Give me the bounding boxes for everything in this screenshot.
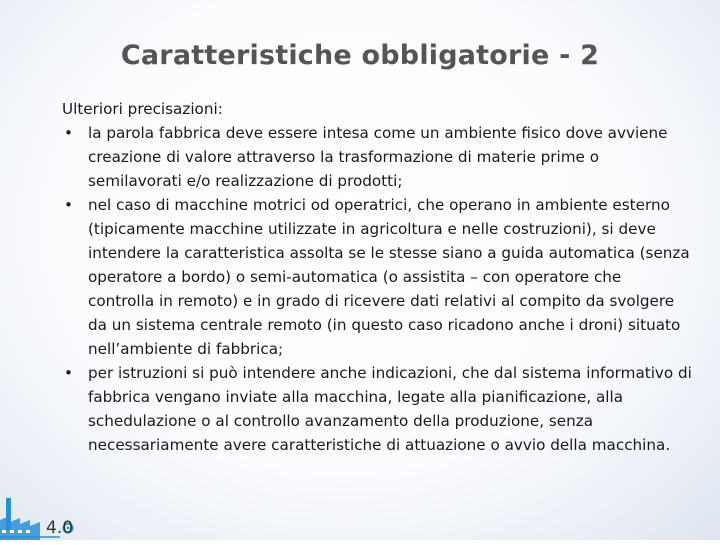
bullet-icon: • — [64, 124, 73, 142]
intro-text: Ulteriori precisazioni: — [62, 100, 223, 118]
list-item — [62, 193, 692, 361]
logo-text: 4.0 — [46, 518, 74, 538]
bullet-text: la parola fabbrica deve essere intesa come un ambiente fisico dove avviene creazione di valore attraverso la trasformazione di materie prime o semilavorati e/o realizzazione di prodotti; — [88, 124, 668, 190]
slide-title: Caratteristiche obbligatorie - 2 — [120, 40, 600, 71]
bullet-icon: • — [64, 364, 73, 382]
bullet-list — [62, 121, 692, 457]
bullet-icon: • — [64, 196, 73, 214]
factory-icon — [0, 490, 80, 540]
list-item — [62, 121, 692, 193]
slide-body — [62, 97, 692, 457]
bullet-text: nel caso di macchine motrici od operatrici, che operano in ambiente esterno (tipicamente macchine utilizzate in agricoltura e nelle costruzioni), si deve intendere la caratteristica assolta se le stesse siano a guida automatica (senza operatore a bordo) o semi-automatica (o assistita – con operatore che controlla in remoto) e in grado di ricevere dati relativi al compito da svolgere da un sistema centrale remoto (in questo caso ricadono anche i droni) situato nell’ambiente di fabbrica; — [88, 196, 690, 358]
list-item — [62, 361, 692, 457]
industry-logo — [0, 490, 80, 540]
bullet-text: per istruzioni si può intendere anche indicazioni, che dal sistema informativo di fabbrica vengano inviate alla macchina, legate alla pianificazione, alla schedulazione o al controllo avanzamento della produzione, senza necessariamente avere caratteristiche di attuazione o avvio della macchina. — [88, 364, 692, 454]
